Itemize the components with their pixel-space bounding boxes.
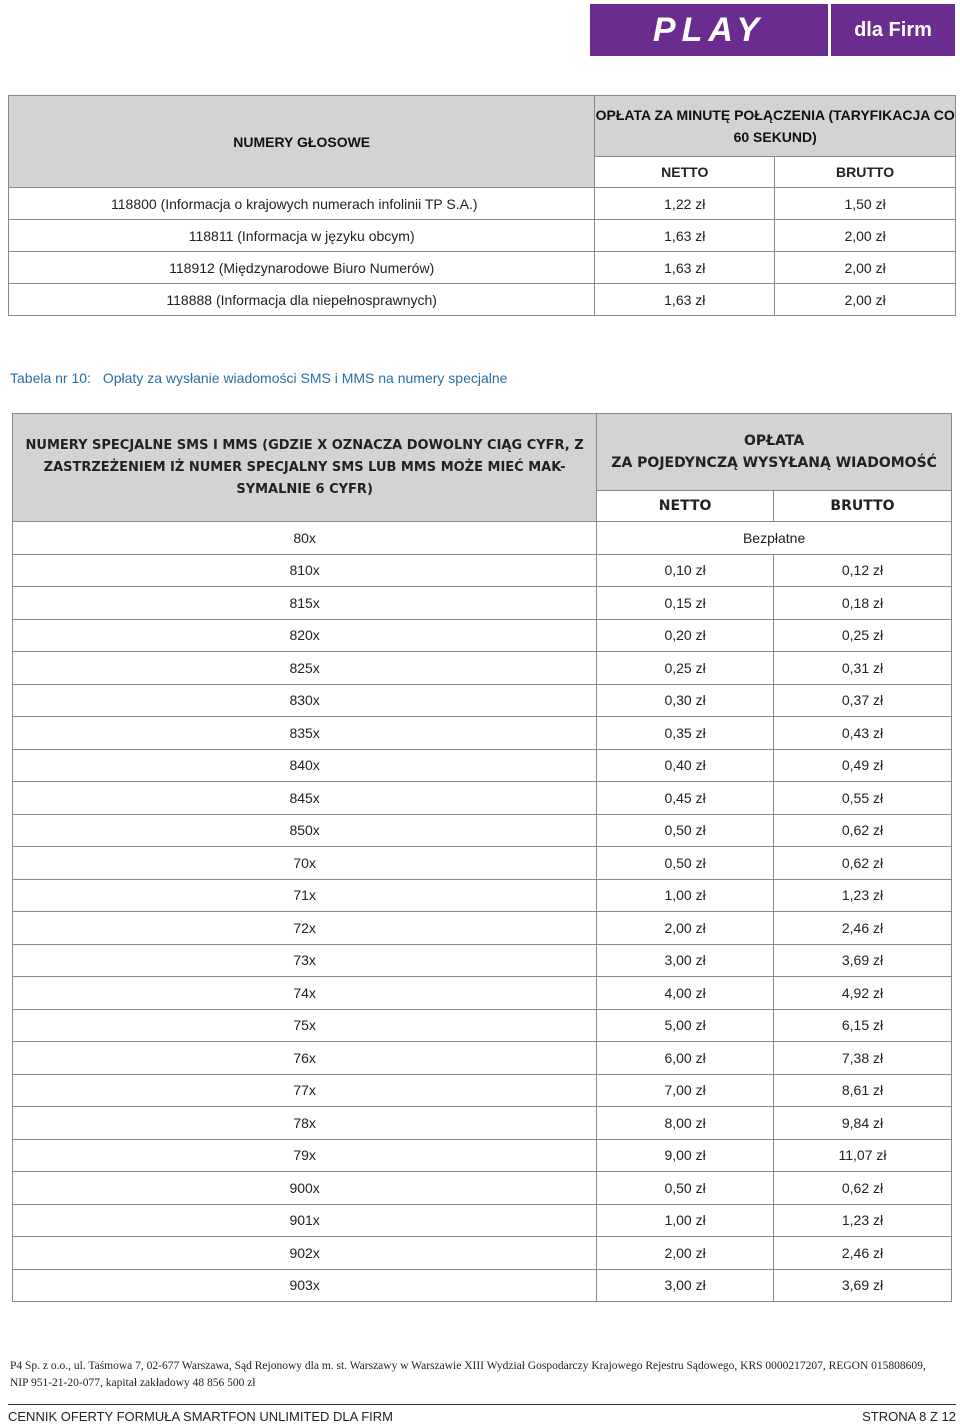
sms-number-cell: 902x	[13, 1237, 597, 1270]
logo-sub: dla Firm	[831, 4, 955, 56]
netto-cell: 0,35 zł	[597, 717, 774, 750]
legal-notice	[10, 1358, 955, 1392]
table-row	[13, 587, 952, 620]
brutto-cell: 11,07 zł	[773, 1139, 951, 1172]
netto-cell: 2,00 zł	[597, 912, 774, 945]
brutto-cell: 0,62 zł	[773, 814, 951, 847]
netto-cell: 7,00 zł	[597, 1074, 774, 1107]
brutto-cell: 2,00 zł	[775, 220, 956, 252]
netto-cell: 0,15 zł	[597, 587, 774, 620]
sms-number-cell: 71x	[13, 879, 597, 912]
sms-number-cell: 815x	[13, 587, 597, 620]
table-row	[13, 1204, 952, 1237]
brutto-cell: 7,38 zł	[773, 1042, 951, 1075]
table-row	[13, 717, 952, 750]
sms-numbers-header: NUMERY SPECJALNE SMS I MMS (GDZIE X OZNACZA DOWOLNY CIĄG CYFR, Z ZASTRZEŻENIEM IŻ NUMER SPECJALNY SMS LUB MMS MOŻE MIEĆ MAK-SYMALNIE 6 CYFR)	[13, 414, 597, 522]
table-row	[13, 1107, 952, 1140]
table-row	[13, 749, 952, 782]
table-row	[13, 1139, 952, 1172]
sms-number-cell: 903x	[13, 1269, 597, 1302]
table-row	[13, 977, 952, 1010]
brutto-cell: 3,69 zł	[773, 944, 951, 977]
legal-line-2: NIP 951-21-20-077, kapitał zakładowy 48 856 500 zł	[10, 1377, 256, 1389]
sms-number-cell: 901x	[13, 1204, 597, 1237]
table-row	[13, 782, 952, 815]
price-header-line1: OPŁATA	[744, 433, 805, 449]
table-row	[13, 912, 952, 945]
table-row	[13, 1269, 952, 1302]
brutto-cell: 0,25 zł	[773, 619, 951, 652]
brutto-cell: 4,92 zł	[773, 977, 951, 1010]
sms-number-cell: 900x	[13, 1172, 597, 1205]
voice-number-cell: 118811 (Informacja w języku obcym)	[9, 220, 595, 252]
sms-number-cell: 70x	[13, 847, 597, 880]
voice-number-cell: 118800 (Informacja o krajowych numerach infolinii TP S.A.)	[9, 188, 595, 220]
caption-text: Opłaty za wysłanie wiadomości SMS i MMS na numery specjalne	[102, 370, 508, 386]
table-row	[13, 879, 952, 912]
sms-number-cell: 79x	[13, 1139, 597, 1172]
table-row	[9, 220, 956, 252]
netto-cell: 0,40 zł	[597, 749, 774, 782]
price-per-message-header	[597, 414, 952, 491]
sms-number-cell: 830x	[13, 684, 597, 717]
brutto-cell: 0,12 zł	[773, 554, 951, 587]
sms-number-cell: 76x	[13, 1042, 597, 1075]
sms-number-cell: 72x	[13, 912, 597, 945]
brutto-cell: 0,18 zł	[773, 587, 951, 620]
table-row	[13, 814, 952, 847]
brutto-cell: 9,84 zł	[773, 1107, 951, 1140]
netto-cell: 1,00 zł	[597, 1204, 774, 1237]
netto-header: NETTO	[595, 157, 775, 188]
brutto-cell: 6,15 zł	[773, 1009, 951, 1042]
netto-cell: 1,63 zł	[595, 252, 775, 284]
table-row	[13, 1009, 952, 1042]
brutto-cell: 0,62 zł	[773, 1172, 951, 1205]
netto-cell: 3,00 zł	[597, 1269, 774, 1302]
free-row-value: Bezpłatne	[597, 522, 952, 555]
sms-number-cell: 820x	[13, 619, 597, 652]
free-row-number: 80x	[13, 522, 597, 555]
table-row	[9, 284, 956, 316]
netto-cell: 2,00 zł	[597, 1237, 774, 1270]
brutto-cell: 2,46 zł	[773, 1237, 951, 1270]
table-row	[13, 847, 952, 880]
sms-number-cell: 75x	[13, 1009, 597, 1042]
brutto-cell: 1,23 zł	[773, 1204, 951, 1237]
sms-number-cell: 74x	[13, 977, 597, 1010]
brutto-cell: 2,00 zł	[775, 252, 956, 284]
netto-cell: 0,45 zł	[597, 782, 774, 815]
netto-cell: 0,50 zł	[597, 847, 774, 880]
brutto-cell: 3,69 zł	[773, 1269, 951, 1302]
legal-line-1: P4 Sp. z o.o., ul. Taśmowa 7, 02-677 Warszawa, Sąd Rejonowy dla m. st. Warszawy w Warszawie XIII Wydział Gospodarczy Krajowego Rejestru Sądowego, KRS 0000217207, REGON 015808609,	[10, 1360, 926, 1372]
netto-cell: 1,22 zł	[595, 188, 775, 220]
table-row	[13, 944, 952, 977]
netto-cell: 0,50 zł	[597, 814, 774, 847]
brutto-cell: 8,61 zł	[773, 1074, 951, 1107]
caption-label: Tabela nr 10:	[10, 370, 91, 386]
sms-number-cell: 825x	[13, 652, 597, 685]
netto-header: NETTO	[597, 491, 774, 522]
netto-cell: 8,00 zł	[597, 1107, 774, 1140]
sms-numbers-table	[12, 413, 952, 1302]
sms-number-cell: 840x	[13, 749, 597, 782]
table-row	[13, 1172, 952, 1205]
brutto-cell: 1,50 zł	[775, 188, 956, 220]
netto-cell: 9,00 zł	[597, 1139, 774, 1172]
table-row	[13, 1074, 952, 1107]
brutto-cell: 1,23 zł	[773, 879, 951, 912]
sms-number-cell: 810x	[13, 554, 597, 587]
brutto-cell: 0,43 zł	[773, 717, 951, 750]
voice-numbers-header: NUMERY GŁOSOWE	[9, 96, 595, 188]
voice-number-cell: 118888 (Informacja dla niepełnosprawnych)	[9, 284, 595, 316]
netto-cell: 0,20 zł	[597, 619, 774, 652]
brutto-cell: 0,49 zł	[773, 749, 951, 782]
page-footer	[8, 1404, 956, 1425]
table-row	[13, 652, 952, 685]
brutto-header: BRUTTO	[773, 491, 951, 522]
brutto-cell: 0,37 zł	[773, 684, 951, 717]
brutto-cell: 2,00 zł	[775, 284, 956, 316]
table-row	[13, 1237, 952, 1270]
brutto-header: BRUTTO	[775, 157, 956, 188]
table-row	[13, 684, 952, 717]
sms-number-cell: 73x	[13, 944, 597, 977]
price-per-minute-header: OPŁATA ZA MINUTĘ POŁĄCZENIA (TARYFIKACJA CO 60 SEKUND)	[595, 96, 956, 157]
brutto-cell: 0,62 zł	[773, 847, 951, 880]
netto-cell: 3,00 zł	[597, 944, 774, 977]
logo-brand: PLAY	[590, 4, 828, 56]
netto-cell: 1,63 zł	[595, 220, 775, 252]
sms-number-cell: 78x	[13, 1107, 597, 1140]
netto-cell: 0,30 zł	[597, 684, 774, 717]
netto-cell: 0,25 zł	[597, 652, 774, 685]
sms-number-cell: 835x	[13, 717, 597, 750]
netto-cell: 1,00 zł	[597, 879, 774, 912]
voice-number-cell: 118912 (Międzynarodowe Biuro Numerów)	[9, 252, 595, 284]
netto-cell: 0,10 zł	[597, 554, 774, 587]
table-row	[13, 554, 952, 587]
sms-number-cell: 77x	[13, 1074, 597, 1107]
page-number: STRONA 8 Z 12	[862, 1409, 956, 1424]
brutto-cell: 0,55 zł	[773, 782, 951, 815]
sms-number-cell: 850x	[13, 814, 597, 847]
netto-cell: 0,50 zł	[597, 1172, 774, 1205]
netto-cell: 6,00 zł	[597, 1042, 774, 1075]
table-row	[13, 619, 952, 652]
brutto-cell: 0,31 zł	[773, 652, 951, 685]
brutto-cell: 2,46 zł	[773, 912, 951, 945]
netto-cell: 1,63 zł	[595, 284, 775, 316]
table-row	[13, 1042, 952, 1075]
table-caption	[10, 370, 507, 386]
netto-cell: 4,00 zł	[597, 977, 774, 1010]
table-row	[9, 188, 956, 220]
table-row	[9, 252, 956, 284]
netto-cell: 5,00 zł	[597, 1009, 774, 1042]
footer-title: CENNIK OFERTY FORMUŁA SMARTFON UNLIMITED DLA FIRM	[8, 1409, 393, 1424]
voice-numbers-table	[8, 95, 956, 316]
sms-number-cell: 845x	[13, 782, 597, 815]
price-header-line2: ZA POJEDYNCZĄ WYSYŁANĄ WIADOMOŚĆ	[611, 455, 937, 471]
play-logo	[590, 4, 955, 56]
